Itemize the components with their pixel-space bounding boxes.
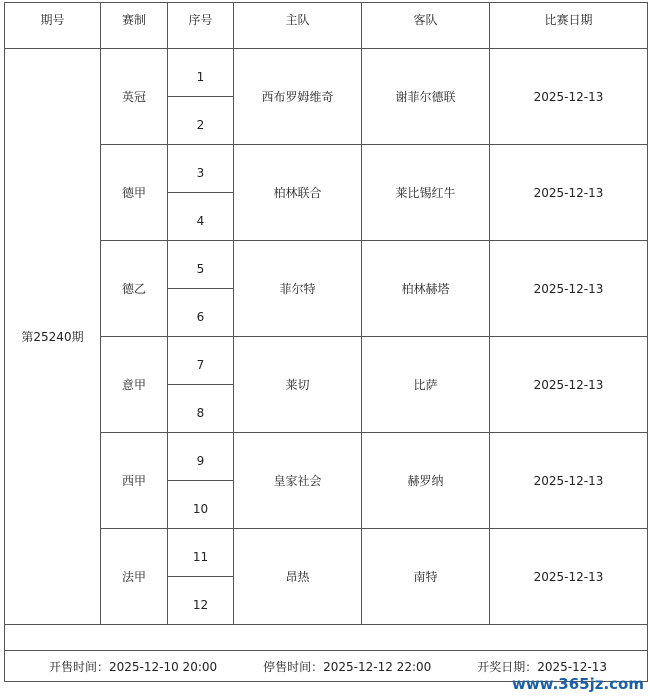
match-date-cell: 2025-12-13	[490, 145, 648, 241]
match-date-cell: 2025-12-13	[490, 337, 648, 433]
home-team-cell: 柏林联合	[234, 145, 362, 241]
match-date-cell: 2025-12-13	[490, 241, 648, 337]
table-row	[5, 529, 648, 577]
home-team-cell: 菲尔特	[234, 241, 362, 337]
away-team-cell: 南特	[362, 529, 490, 625]
seq-cell: 1	[168, 49, 234, 97]
seq-cell: 9	[168, 433, 234, 481]
home-team-cell: 皇家社会	[234, 433, 362, 529]
league-cell: 德乙	[101, 241, 168, 337]
table-row	[5, 337, 648, 385]
sale-stop-time: 停售时间：2025-12-12 22:00	[263, 659, 432, 674]
table-row	[5, 145, 648, 193]
header-row	[5, 3, 648, 49]
away-team-cell: 谢菲尔德联	[362, 49, 490, 145]
seq-cell: 3	[168, 145, 234, 193]
blank-row	[5, 625, 648, 651]
header-away: 客队	[362, 3, 490, 49]
sale-start-time: 开售时间：2025-12-10 20:00	[49, 659, 218, 674]
seq-cell: 5	[168, 241, 234, 289]
blank-cell	[5, 625, 648, 651]
table-row	[5, 49, 648, 97]
header-date: 比赛日期	[490, 3, 648, 49]
watermark: www.365jz.com	[511, 675, 644, 693]
away-team-cell: 莱比锡红牛	[362, 145, 490, 241]
home-team-cell: 莱切	[234, 337, 362, 433]
match-date-cell: 2025-12-13	[490, 529, 648, 625]
away-team-cell: 比萨	[362, 337, 490, 433]
header-home: 主队	[234, 3, 362, 49]
seq-cell: 10	[168, 481, 234, 529]
header-seq: 序号	[168, 3, 234, 49]
seq-cell: 11	[168, 529, 234, 577]
league-cell: 意甲	[101, 337, 168, 433]
seq-cell: 2	[168, 97, 234, 145]
match-date-cell: 2025-12-13	[490, 49, 648, 145]
away-team-cell: 赫罗纳	[362, 433, 490, 529]
seq-cell: 6	[168, 289, 234, 337]
table-row	[5, 433, 648, 481]
home-team-cell: 西布罗姆维奇	[234, 49, 362, 145]
away-team-cell: 柏林赫塔	[362, 241, 490, 337]
draw-date: 开奖日期：2025-12-13	[477, 659, 607, 674]
seq-cell: 7	[168, 337, 234, 385]
period-cell: 第25240期	[5, 49, 101, 625]
header-league: 赛制	[101, 3, 168, 49]
header-period: 期号	[5, 3, 101, 49]
league-cell: 西甲	[101, 433, 168, 529]
match-date-cell: 2025-12-13	[490, 433, 648, 529]
seq-cell: 4	[168, 193, 234, 241]
seq-cell: 12	[168, 577, 234, 625]
league-cell: 德甲	[101, 145, 168, 241]
table-row	[5, 241, 648, 289]
league-cell: 法甲	[101, 529, 168, 625]
seq-cell: 8	[168, 385, 234, 433]
home-team-cell: 昂热	[234, 529, 362, 625]
schedule-table	[4, 2, 648, 682]
league-cell: 英冠	[101, 49, 168, 145]
